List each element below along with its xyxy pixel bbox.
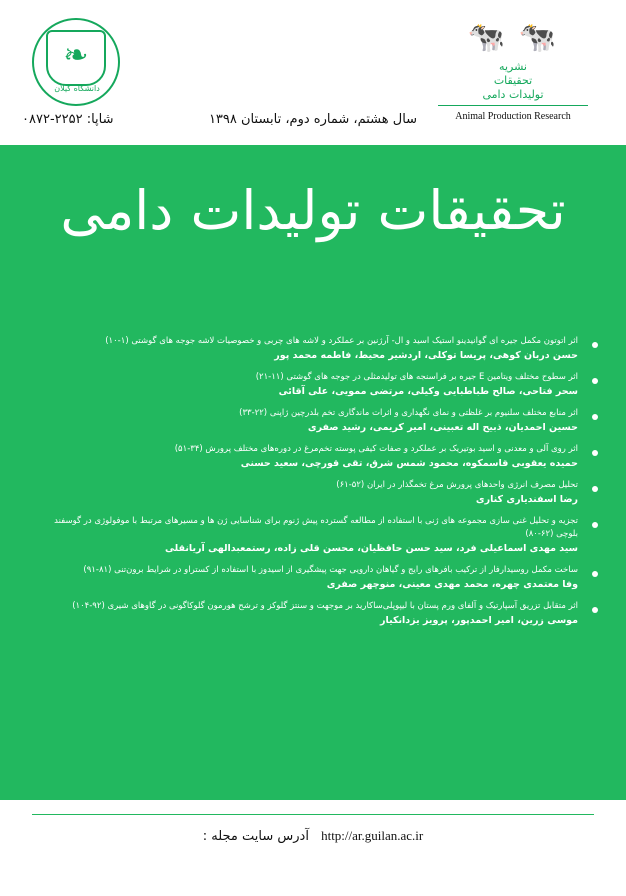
emblem-divider (438, 105, 588, 106)
seal-caption: دانشگاه گیلان (54, 84, 100, 93)
bullet-icon (592, 378, 598, 384)
table-of-contents (0, 335, 626, 636)
journal-website (0, 828, 626, 844)
journal-title-fa-line2: تحقیقات (493, 74, 533, 87)
cover-header (0, 0, 626, 145)
article-title: اثر منابع مختلف سلنیوم بر غلظتی و نمای نگهداری و اثرات ماندگاری تخم بلدرچین ژاپنی (۲۲-۳۳) (239, 408, 578, 418)
article-title: اثر سطوح مختلف ویتامین E جیره بر فراسنجه های تولیدمثلی در جوجه های گوشتی (۱۱-۲۱) (255, 372, 578, 382)
journal-title-fa-line1: نشریه (499, 60, 527, 73)
article-authors: وفا معتمدی چهره، محمد مهدی معینی، منوچهر صفری (326, 579, 578, 590)
list-item[interactable] (0, 479, 626, 507)
bullet-icon (592, 522, 598, 528)
list-item[interactable] (0, 564, 626, 592)
article-authors: حسین احمدیان، ذبیح اله تعبینی، امیر کریمی، رشید صفری (307, 422, 578, 433)
article-authors: حمیده یعقوبی قاسمکوه، محمود شمس شرق، تقی قورچی، سعید حسنی (240, 458, 578, 469)
footer-divider (32, 814, 594, 815)
journal-website-label: آدرس سایت مجله : (202, 829, 309, 844)
article-title: ساخت مکمل روسیدارفار از ترکیب بافرهای رایج و گیاهان دارویی جهت پیشگیری از اسیدوز با استفاده از کستراو در شرایط برون‌تنی (۸۱-۹۱) (83, 565, 578, 575)
article-authors: حسن دربان کوهی، پریسا توکلی، اردشیر محیط، فاطمه محمد پور (274, 350, 578, 361)
article-title: تجزیه و تحلیل غنی سازی مجموعه های ژنی با استفاده از مطالعه گسترده پیش ژنوم برای شناسایی ژن ها و مسیرهای مرتبط با موفولوژی در گوسفند بلوچی (۶۲-۸۰) (54, 516, 578, 539)
list-item[interactable] (0, 515, 626, 556)
article-title: تحلیل مصرف انرژی واحدهای پرورش مرغ تخمگذار در ایران (۵۲-۶۱) (336, 480, 578, 490)
article-authors: سحر فتاحی، صالح طباطبایی وکیلی، مرتضی ممویی، علی آقائی (278, 386, 578, 397)
journal-title-fa-line3: تولیدات دامی (482, 88, 544, 101)
list-item[interactable] (0, 407, 626, 435)
list-item[interactable] (0, 335, 626, 363)
article-authors: رضا اسفندیاری کناری (475, 494, 578, 505)
page-title: تحقیقات تولیدات دامی (60, 179, 566, 242)
article-authors: موسی زرین، امیر احمدپور، پرویز یزدانکیار (380, 615, 578, 626)
article-title: اثر اتوتون مکمل جیره ای گوانیدینو استیک اسید و ال- آرژنین بر عملکرد و لاشه های چربی و خصوصیات لاشه جوجه های گوشتی (۱-۱۰) (105, 336, 578, 346)
list-item[interactable] (0, 371, 626, 399)
bullet-icon (592, 414, 598, 420)
cover-body (0, 145, 626, 800)
journal-title-en: Animal Production Research (455, 111, 571, 122)
list-item[interactable] (0, 443, 626, 471)
article-title: اثر روی آلی و معدنی و اسید بوتیریک بر عملکرد و صفات کیفی پوسته تخم‌مرغ در دوره‌های مختلف پرورش (۳۴-۵۱) (174, 444, 578, 454)
bullet-icon (592, 486, 598, 492)
journal-emblem (428, 16, 598, 122)
issue-info: سال هشتم، شماره دوم، تابستان ۱۳۹۸ (208, 112, 418, 127)
seal-glyph-icon: ❧ (63, 38, 89, 73)
bullet-icon (592, 571, 598, 577)
university-of-guilan-seal-icon (32, 18, 124, 110)
journal-website-url[interactable]: http://ar.guilan.ac.ir (321, 828, 424, 843)
list-item[interactable] (0, 600, 626, 628)
bullet-icon (592, 450, 598, 456)
cattle-icon: 🐄 🐄 (467, 20, 559, 55)
article-title: اثر متقابل تزریق آسپارتیک و آلفای ورم پستان با لیپوپلی‌ساکارید بر موجهت و سنتز گلوکز و ترشح هورمون گلوکاگونی در گاوهای شیری (۹۲-۱۰۴) (72, 601, 578, 611)
cover-footer (0, 800, 626, 896)
article-authors: سید مهدی اسماعیلی فرد، سید حسن حافظیان، محسن قلی زاده، رستمعبدالهی آریانقلی (165, 543, 578, 554)
bullet-icon (592, 607, 598, 613)
issn-info: شاپا: ۲۲۵۲-۰۸۷۲ (22, 112, 114, 127)
bullet-icon (592, 342, 598, 348)
